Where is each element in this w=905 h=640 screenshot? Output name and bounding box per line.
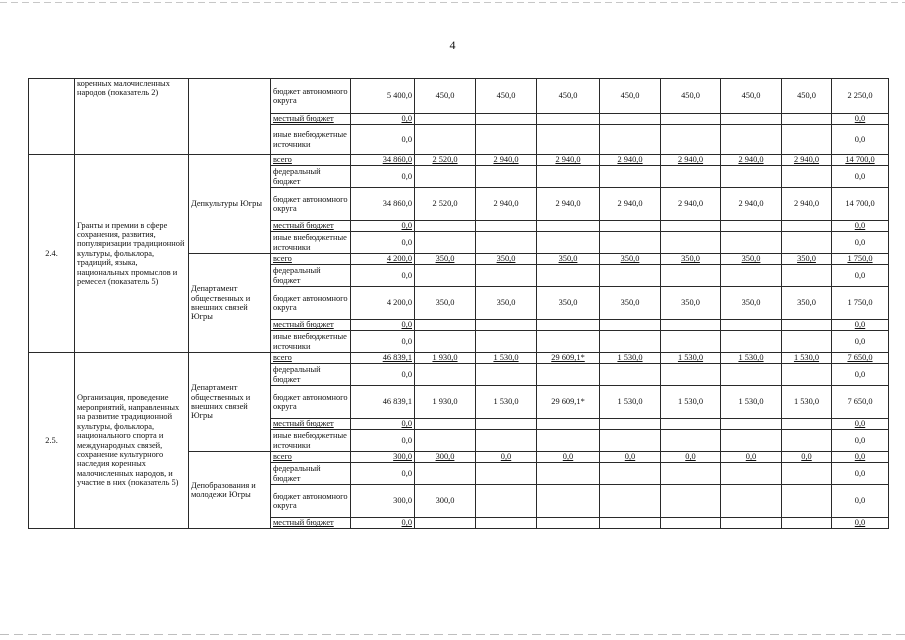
value-cell: 350,0 bbox=[415, 287, 476, 320]
value-cell: 0,0 bbox=[721, 452, 782, 463]
value-cell: 450,0 bbox=[600, 79, 661, 114]
value-cell: 350,0 bbox=[600, 287, 661, 320]
value-cell bbox=[537, 430, 600, 452]
value-cell: 0,0 bbox=[351, 364, 415, 386]
value-cell: 0,0 bbox=[832, 125, 889, 155]
value-cell: 350,0 bbox=[782, 287, 832, 320]
row-index: 2.5. bbox=[29, 353, 75, 529]
value-cell: 1 530,0 bbox=[721, 386, 782, 419]
value-cell: 29 609,1* bbox=[537, 386, 600, 419]
value-cell bbox=[415, 320, 476, 331]
value-cell bbox=[721, 463, 782, 485]
value-cell: 1 530,0 bbox=[476, 353, 537, 364]
value-cell bbox=[415, 232, 476, 254]
value-cell: 1 530,0 bbox=[661, 386, 721, 419]
value-cell bbox=[782, 221, 832, 232]
value-cell bbox=[537, 114, 600, 125]
value-cell bbox=[721, 166, 782, 188]
value-cell bbox=[600, 125, 661, 155]
value-cell bbox=[415, 430, 476, 452]
value-cell bbox=[782, 485, 832, 518]
value-cell: 450,0 bbox=[537, 79, 600, 114]
value-cell bbox=[782, 232, 832, 254]
value-cell: 0,0 bbox=[351, 518, 415, 529]
value-cell: 350,0 bbox=[537, 254, 600, 265]
value-cell: 0,0 bbox=[351, 232, 415, 254]
value-cell: 0,0 bbox=[351, 320, 415, 331]
executor: Депкультуры Югры bbox=[189, 155, 271, 254]
value-cell: 4 200,0 bbox=[351, 287, 415, 320]
source-cell-total: всего bbox=[271, 254, 351, 265]
value-cell: 7 650,0 bbox=[832, 386, 889, 419]
value-cell bbox=[661, 221, 721, 232]
value-cell bbox=[661, 265, 721, 287]
value-cell bbox=[600, 232, 661, 254]
value-cell: 2 940,0 bbox=[721, 188, 782, 221]
value-cell bbox=[661, 114, 721, 125]
value-cell bbox=[476, 419, 537, 430]
value-cell: 1 530,0 bbox=[782, 386, 832, 419]
value-cell: 300,0 bbox=[351, 452, 415, 463]
measure-name: коренных малочисленных народов (показатель 2) bbox=[75, 79, 189, 155]
value-cell bbox=[721, 518, 782, 529]
value-cell: 1 530,0 bbox=[782, 353, 832, 364]
measure-name: Гранты и премии в сфере сохранения, развития, популяризации традиционной культуры, фольклора, традиций, языка, национальных промыслов и ремесел (показатель 5) bbox=[75, 155, 189, 353]
value-cell bbox=[476, 364, 537, 386]
value-cell bbox=[661, 232, 721, 254]
source-cell-other: иные внебюджетные источники bbox=[271, 232, 351, 254]
value-cell bbox=[600, 265, 661, 287]
value-cell bbox=[782, 364, 832, 386]
value-cell bbox=[782, 265, 832, 287]
row-index bbox=[29, 79, 75, 155]
value-cell bbox=[782, 419, 832, 430]
value-cell bbox=[476, 166, 537, 188]
value-cell bbox=[415, 518, 476, 529]
value-cell: 0,0 bbox=[351, 430, 415, 452]
value-cell: 2 940,0 bbox=[600, 155, 661, 166]
value-cell: 0,0 bbox=[351, 463, 415, 485]
source-cell-local: местный бюджет bbox=[271, 114, 351, 125]
value-cell bbox=[661, 320, 721, 331]
source-cell-total: всего bbox=[271, 155, 351, 166]
value-cell bbox=[476, 518, 537, 529]
value-cell bbox=[721, 430, 782, 452]
source-cell-local: местный бюджет bbox=[271, 221, 351, 232]
value-cell: 2 940,0 bbox=[476, 155, 537, 166]
value-cell bbox=[600, 419, 661, 430]
source-cell-local: местный бюджет bbox=[271, 518, 351, 529]
value-cell: 450,0 bbox=[782, 79, 832, 114]
value-cell: 300,0 bbox=[415, 485, 476, 518]
value-cell: 2 940,0 bbox=[537, 188, 600, 221]
value-cell bbox=[476, 331, 537, 353]
value-cell: 0,0 bbox=[832, 232, 889, 254]
value-cell: 350,0 bbox=[721, 254, 782, 265]
value-cell: 0,0 bbox=[351, 265, 415, 287]
table-body bbox=[29, 79, 889, 529]
value-cell: 1 930,0 bbox=[415, 386, 476, 419]
value-cell: 1 750,0 bbox=[832, 287, 889, 320]
value-cell: 2 940,0 bbox=[661, 188, 721, 221]
value-cell bbox=[782, 331, 832, 353]
value-cell bbox=[721, 221, 782, 232]
value-cell bbox=[476, 320, 537, 331]
value-cell bbox=[661, 463, 721, 485]
value-cell: 0,0 bbox=[351, 221, 415, 232]
value-cell bbox=[721, 485, 782, 518]
value-cell bbox=[537, 166, 600, 188]
value-cell: 1 530,0 bbox=[600, 353, 661, 364]
value-cell: 0,0 bbox=[832, 320, 889, 331]
value-cell: 350,0 bbox=[782, 254, 832, 265]
page-number: 4 bbox=[449, 38, 456, 52]
value-cell bbox=[537, 320, 600, 331]
value-cell: 350,0 bbox=[661, 254, 721, 265]
value-cell bbox=[415, 463, 476, 485]
value-cell: 2 940,0 bbox=[476, 188, 537, 221]
source-cell-other: иные внебюджетные источники bbox=[271, 331, 351, 353]
value-cell bbox=[721, 232, 782, 254]
value-cell: 0,0 bbox=[476, 452, 537, 463]
scan-edge-top bbox=[0, 2, 905, 3]
value-cell: 0,0 bbox=[351, 419, 415, 430]
value-cell bbox=[721, 265, 782, 287]
value-cell: 0,0 bbox=[832, 265, 889, 287]
value-cell: 0,0 bbox=[351, 125, 415, 155]
value-cell bbox=[415, 265, 476, 287]
source-cell-other: иные внебюджетные источники bbox=[271, 125, 351, 155]
value-cell: 0,0 bbox=[832, 485, 889, 518]
table-row bbox=[29, 79, 889, 114]
value-cell: 0,0 bbox=[832, 419, 889, 430]
value-cell: 4 200,0 bbox=[351, 254, 415, 265]
value-cell bbox=[782, 166, 832, 188]
value-cell bbox=[661, 125, 721, 155]
executor bbox=[189, 79, 271, 155]
value-cell bbox=[415, 166, 476, 188]
value-cell bbox=[476, 221, 537, 232]
row-index: 2.4. bbox=[29, 155, 75, 353]
source-cell-regional: бюджет автономного округа bbox=[271, 287, 351, 320]
value-cell: 46 839,1 bbox=[351, 386, 415, 419]
value-cell bbox=[415, 114, 476, 125]
value-cell bbox=[782, 125, 832, 155]
value-cell: 2 940,0 bbox=[782, 155, 832, 166]
source-cell-total: всего bbox=[271, 353, 351, 364]
value-cell: 2 250,0 bbox=[832, 79, 889, 114]
value-cell bbox=[537, 265, 600, 287]
value-cell: 2 940,0 bbox=[600, 188, 661, 221]
executor: Департамент общественных и внешних связей Югры bbox=[189, 353, 271, 452]
value-cell bbox=[476, 232, 537, 254]
value-cell: 350,0 bbox=[415, 254, 476, 265]
value-cell: 0,0 bbox=[832, 463, 889, 485]
value-cell: 0,0 bbox=[832, 430, 889, 452]
value-cell bbox=[661, 485, 721, 518]
value-cell bbox=[600, 485, 661, 518]
value-cell bbox=[600, 364, 661, 386]
value-cell bbox=[600, 463, 661, 485]
source-cell-total: всего bbox=[271, 452, 351, 463]
value-cell bbox=[415, 364, 476, 386]
source-cell-federal: федеральный бюджет bbox=[271, 265, 351, 287]
table-row bbox=[29, 353, 889, 364]
value-cell bbox=[600, 221, 661, 232]
value-cell bbox=[415, 221, 476, 232]
budget-table bbox=[28, 78, 889, 529]
executor: Департамент общественных и внешних связей Югры bbox=[189, 254, 271, 353]
value-cell: 1 930,0 bbox=[415, 353, 476, 364]
source-cell-federal: федеральный бюджет bbox=[271, 463, 351, 485]
scan-edge-bottom bbox=[0, 634, 905, 635]
value-cell: 350,0 bbox=[721, 287, 782, 320]
value-cell bbox=[600, 430, 661, 452]
value-cell: 5 400,0 bbox=[351, 79, 415, 114]
source-cell-regional: бюджет автономного округа bbox=[271, 188, 351, 221]
source-cell-regional: бюджет автономного округа bbox=[271, 386, 351, 419]
value-cell bbox=[661, 419, 721, 430]
source-cell-regional: бюджет автономного округа bbox=[271, 79, 351, 114]
value-cell bbox=[721, 125, 782, 155]
value-cell: 1 750,0 bbox=[832, 254, 889, 265]
value-cell bbox=[476, 463, 537, 485]
value-cell: 34 860,0 bbox=[351, 188, 415, 221]
value-cell: 350,0 bbox=[476, 254, 537, 265]
value-cell bbox=[476, 430, 537, 452]
measure-name: Организация, проведение мероприятий, направленных на развитие традиционной культуры, фольклора, национального спорта и международных связей, сохранение культурного наследия коренных малочисленных народов, и участие в них (показатель 5) bbox=[75, 353, 189, 529]
value-cell: 300,0 bbox=[351, 485, 415, 518]
value-cell bbox=[537, 419, 600, 430]
value-cell: 46 839,1 bbox=[351, 353, 415, 364]
value-cell: 2 940,0 bbox=[721, 155, 782, 166]
value-cell: 0,0 bbox=[832, 518, 889, 529]
executor: Депобразования и молодежи Югры bbox=[189, 452, 271, 529]
value-cell bbox=[600, 518, 661, 529]
source-cell-federal: федеральный бюджет bbox=[271, 364, 351, 386]
value-cell: 0,0 bbox=[782, 452, 832, 463]
value-cell: 0,0 bbox=[832, 452, 889, 463]
value-cell: 1 530,0 bbox=[721, 353, 782, 364]
value-cell bbox=[537, 125, 600, 155]
value-cell: 0,0 bbox=[351, 331, 415, 353]
value-cell bbox=[537, 463, 600, 485]
source-cell-regional: бюджет автономного округа bbox=[271, 485, 351, 518]
value-cell: 350,0 bbox=[600, 254, 661, 265]
value-cell bbox=[415, 125, 476, 155]
value-cell: 0,0 bbox=[661, 452, 721, 463]
value-cell bbox=[476, 125, 537, 155]
value-cell: 0,0 bbox=[600, 452, 661, 463]
value-cell bbox=[600, 331, 661, 353]
value-cell: 2 520,0 bbox=[415, 188, 476, 221]
value-cell: 0,0 bbox=[832, 166, 889, 188]
value-cell bbox=[721, 114, 782, 125]
value-cell bbox=[721, 331, 782, 353]
value-cell bbox=[661, 430, 721, 452]
value-cell bbox=[476, 485, 537, 518]
value-cell bbox=[415, 331, 476, 353]
source-cell-other: иные внебюджетные источники bbox=[271, 430, 351, 452]
table-row bbox=[29, 155, 889, 166]
value-cell: 350,0 bbox=[476, 287, 537, 320]
value-cell: 14 700,0 bbox=[832, 188, 889, 221]
value-cell: 0,0 bbox=[832, 331, 889, 353]
value-cell bbox=[537, 331, 600, 353]
source-cell-federal: федеральный бюджет bbox=[271, 166, 351, 188]
value-cell bbox=[600, 114, 661, 125]
value-cell: 0,0 bbox=[351, 114, 415, 125]
value-cell: 1 530,0 bbox=[661, 353, 721, 364]
value-cell: 2 520,0 bbox=[415, 155, 476, 166]
value-cell bbox=[600, 320, 661, 331]
value-cell: 450,0 bbox=[476, 79, 537, 114]
value-cell bbox=[782, 114, 832, 125]
value-cell: 350,0 bbox=[661, 287, 721, 320]
value-cell: 300,0 bbox=[415, 452, 476, 463]
value-cell bbox=[415, 419, 476, 430]
value-cell bbox=[476, 114, 537, 125]
value-cell: 1 530,0 bbox=[600, 386, 661, 419]
value-cell bbox=[782, 518, 832, 529]
value-cell: 2 940,0 bbox=[661, 155, 721, 166]
value-cell bbox=[721, 419, 782, 430]
value-cell: 0,0 bbox=[832, 221, 889, 232]
value-cell bbox=[537, 485, 600, 518]
value-cell bbox=[537, 518, 600, 529]
value-cell: 350,0 bbox=[537, 287, 600, 320]
value-cell bbox=[661, 331, 721, 353]
value-cell bbox=[537, 364, 600, 386]
value-cell: 450,0 bbox=[415, 79, 476, 114]
value-cell bbox=[721, 320, 782, 331]
value-cell: 2 940,0 bbox=[537, 155, 600, 166]
source-cell-local: местный бюджет bbox=[271, 320, 351, 331]
value-cell: 450,0 bbox=[661, 79, 721, 114]
value-cell bbox=[537, 232, 600, 254]
value-cell: 1 530,0 bbox=[476, 386, 537, 419]
value-cell bbox=[600, 166, 661, 188]
value-cell bbox=[721, 364, 782, 386]
value-cell bbox=[661, 166, 721, 188]
value-cell: 0,0 bbox=[832, 114, 889, 125]
value-cell: 0,0 bbox=[832, 364, 889, 386]
value-cell: 7 650,0 bbox=[832, 353, 889, 364]
value-cell: 34 860,0 bbox=[351, 155, 415, 166]
value-cell bbox=[661, 518, 721, 529]
source-cell-local: местный бюджет bbox=[271, 419, 351, 430]
value-cell: 2 940,0 bbox=[782, 188, 832, 221]
value-cell: 450,0 bbox=[721, 79, 782, 114]
value-cell: 29 609,1* bbox=[537, 353, 600, 364]
value-cell: 0,0 bbox=[537, 452, 600, 463]
value-cell bbox=[782, 320, 832, 331]
value-cell: 0,0 bbox=[351, 166, 415, 188]
value-cell: 14 700,0 bbox=[832, 155, 889, 166]
value-cell bbox=[661, 364, 721, 386]
value-cell bbox=[537, 221, 600, 232]
value-cell bbox=[476, 265, 537, 287]
value-cell bbox=[782, 430, 832, 452]
value-cell bbox=[782, 463, 832, 485]
